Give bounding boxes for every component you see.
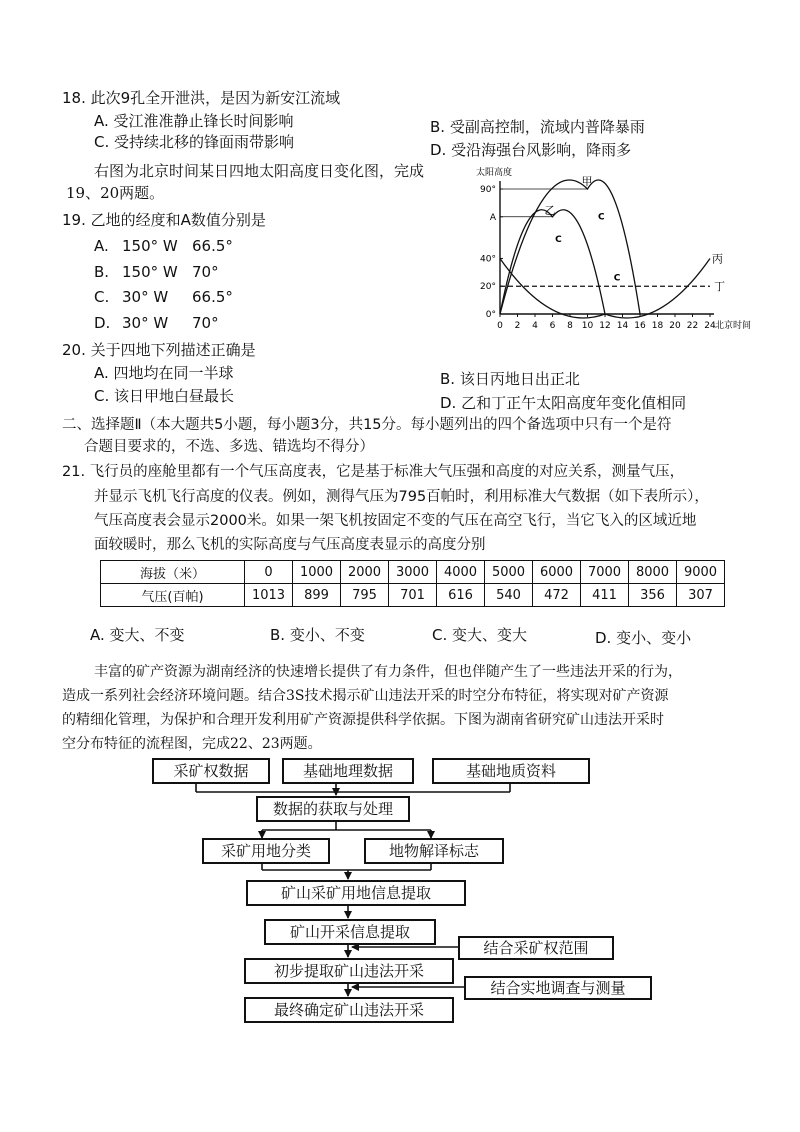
- table-cell: 616: [437, 584, 485, 607]
- q21-option-c: C. 变大、变大: [432, 626, 528, 644]
- x-tick-label: 18: [651, 321, 664, 331]
- x-tick-label: 6: [549, 321, 556, 331]
- intro-19-20-line1: 右图为北京时间某日四地太阳高度日变化图，完成: [94, 162, 425, 180]
- intro-19-20-line2: 19、20两题。: [66, 184, 165, 202]
- passage-line2: 造成一系列社会经济环境问题。结合3S技术揭示矿山违法开采的时空分布特征，将实现对矿产资源: [62, 688, 669, 704]
- q21-option-d: D. 变小、变小: [595, 629, 692, 647]
- option-value: 66.5°: [192, 288, 233, 306]
- flow-box-land-classification: 采矿用地分类: [202, 838, 330, 864]
- table-cell: 411: [581, 584, 629, 607]
- x-tick-label: 24: [704, 321, 716, 331]
- table-cell: 1000: [293, 561, 341, 584]
- flow-box-mining-rights-data: 采矿权数据: [152, 758, 270, 784]
- table-cell: 6000: [533, 561, 581, 584]
- q21-option-b: B. 变小、不变: [270, 626, 365, 644]
- y-tick-label: A: [489, 212, 496, 223]
- option-longitude: 150° W: [122, 263, 178, 281]
- table-cell: 899: [293, 584, 341, 607]
- flow-box-combine-mining-rights: 结合采矿权范围: [458, 936, 614, 960]
- option-letter: C.: [94, 288, 110, 306]
- option-letter: D.: [94, 314, 111, 332]
- x-tick-label: 0: [497, 321, 503, 331]
- q20-option-c: C. 该日甲地白昼最长: [94, 387, 235, 405]
- x-tick-label: 20: [669, 321, 681, 331]
- table-cell: 1013: [245, 584, 293, 607]
- q21-line4: 面较暖时，那么飞机的实际高度与气压高度表显示的高度分别: [94, 537, 486, 553]
- flow-box-interpretation-signs: 地物解译标志: [364, 838, 504, 864]
- table-cell: 2000: [341, 561, 389, 584]
- passage-line1: 丰富的矿产资源为湖南经济的快速增长提供了有力条件，但也伴随产生了一些违法开采的行为，: [94, 664, 682, 680]
- table-cell: 3000: [389, 561, 437, 584]
- curve-label: 丙: [712, 252, 723, 266]
- curve-label: 甲: [581, 175, 593, 188]
- q18-option-a: A. 受江淮准静止锋长时间影响: [94, 112, 294, 130]
- table-header-pressure: 气压(百帕): [101, 584, 245, 607]
- q18-stem: 18. 此次9孔全开泄洪，是因为新安江流域: [62, 89, 341, 107]
- option-longitude: 30° W: [122, 314, 169, 332]
- table-cell: 9000: [677, 561, 725, 584]
- table-cell: 8000: [629, 561, 677, 584]
- q18-option-c: C. 受持续北移的锋面雨带影响: [94, 133, 295, 151]
- x-tick-label: 10: [581, 321, 594, 331]
- q18-option-d: D. 受沿海强台风影响，降雨多: [430, 141, 632, 159]
- table-cell: 7000: [581, 561, 629, 584]
- table-cell: 795: [341, 584, 389, 607]
- table-cell: 540: [485, 584, 533, 607]
- x-tick-label: 4: [532, 321, 538, 331]
- y-axis-label: 太阳高度: [476, 168, 513, 178]
- point-label-c: C: [555, 234, 562, 245]
- flow-box-data-acquisition: 数据的获取与处理: [256, 796, 410, 822]
- q19-stem: 19. 乙地的经度和A数值分别是: [62, 211, 266, 229]
- table-cell: 4000: [437, 561, 485, 584]
- table-cell: 356: [629, 584, 677, 607]
- option-longitude: 150° W: [122, 237, 178, 255]
- x-axis-label: 北京时间: [715, 321, 752, 331]
- curve-label: 丁: [714, 280, 725, 294]
- curve-label: 乙: [544, 203, 556, 217]
- x-tick-label: 2: [514, 321, 521, 331]
- table-cell: 472: [533, 584, 581, 607]
- flow-box-mining-info-extraction: 矿山开采信息提取: [264, 919, 436, 945]
- flow-box-preliminary-illegal-mining: 初步提取矿山违法开采: [244, 958, 454, 984]
- x-tick-label: 14: [616, 321, 629, 331]
- flow-box-mining-land-extraction: 矿山采矿用地信息提取: [246, 880, 466, 906]
- flow-box-final-illegal-mining: 最终确定矿山违法开采: [244, 997, 454, 1023]
- table-header-altitude: 海拔（米）: [101, 561, 245, 584]
- section-2-heading-line2: 合题目要求的，不选、多选、错选均不得分）: [84, 439, 374, 455]
- flow-box-basic-geography-data: 基础地理数据: [282, 758, 414, 784]
- section-2-heading: 二、选择题Ⅱ（本大题共5小题，每小题3分，共15分。每小题列出的四个备选项中只有一个是符: [62, 417, 672, 433]
- option-letter: A.: [94, 237, 109, 255]
- q21-option-a: A. 变大、不变: [90, 626, 185, 644]
- option-longitude: 30° W: [122, 288, 169, 306]
- y-tick-label: 20°: [480, 282, 496, 293]
- option-letter: B.: [94, 263, 110, 281]
- option-value: 70°: [192, 263, 219, 281]
- q18-option-b: B. 受副高控制，流域内普降暴雨: [430, 118, 645, 136]
- y-tick-label: 40°: [480, 254, 496, 265]
- x-tick-label: 8: [567, 321, 573, 331]
- y-tick-label: 0°: [485, 310, 496, 320]
- point-label-c: C: [613, 273, 621, 284]
- q20-option-a: A. 四地均在同一半球: [94, 364, 234, 382]
- x-tick-label: 12: [599, 321, 611, 331]
- option-value: 70°: [192, 314, 219, 332]
- q21-line1: 21. 飞行员的座舱里都有一个气压高度表，它是基于标准大气压强和高度的对应关系，测量气压，: [62, 464, 685, 480]
- y-tick-label: 90°: [480, 185, 496, 195]
- q21-line2: 并显示飞机飞行高度的仪表。例如，测得气压为795百帕时，利用标准大气数据（如下表所示），: [94, 489, 709, 505]
- passage-line3: 的精细化管理，为保护和合理开发利用矿产资源提供科学依据。下图为湖南省研究矿山违法开采时: [62, 712, 664, 728]
- table-cell: 307: [677, 584, 725, 607]
- table-cell: 5000: [485, 561, 533, 584]
- point-label-c: C: [598, 212, 605, 223]
- x-tick-label: 22: [686, 321, 699, 331]
- table-cell: 0: [245, 561, 293, 584]
- x-tick-label: 16: [634, 321, 646, 331]
- flow-box-field-survey: 结合实地调查与测量: [464, 976, 652, 1000]
- option-value: 66.5°: [192, 237, 233, 255]
- q20-stem: 20. 关于四地下列描述正确是: [62, 341, 256, 359]
- q20-option-d: D. 乙和丁正午太阳高度年变化值相同: [440, 394, 687, 412]
- table-cell: 701: [389, 584, 437, 607]
- q20-option-b: B. 该日丙地日出正北: [440, 370, 580, 388]
- flow-box-basic-geology-data: 基础地质资料: [432, 758, 590, 784]
- passage-line4: 空分布特征的流程图，完成22、23两题。: [62, 736, 322, 752]
- q21-line3: 气压高度表会显示2000米。如果一架飞机按固定不变的气压在高空飞行，当它飞入的区域近地: [94, 513, 697, 529]
